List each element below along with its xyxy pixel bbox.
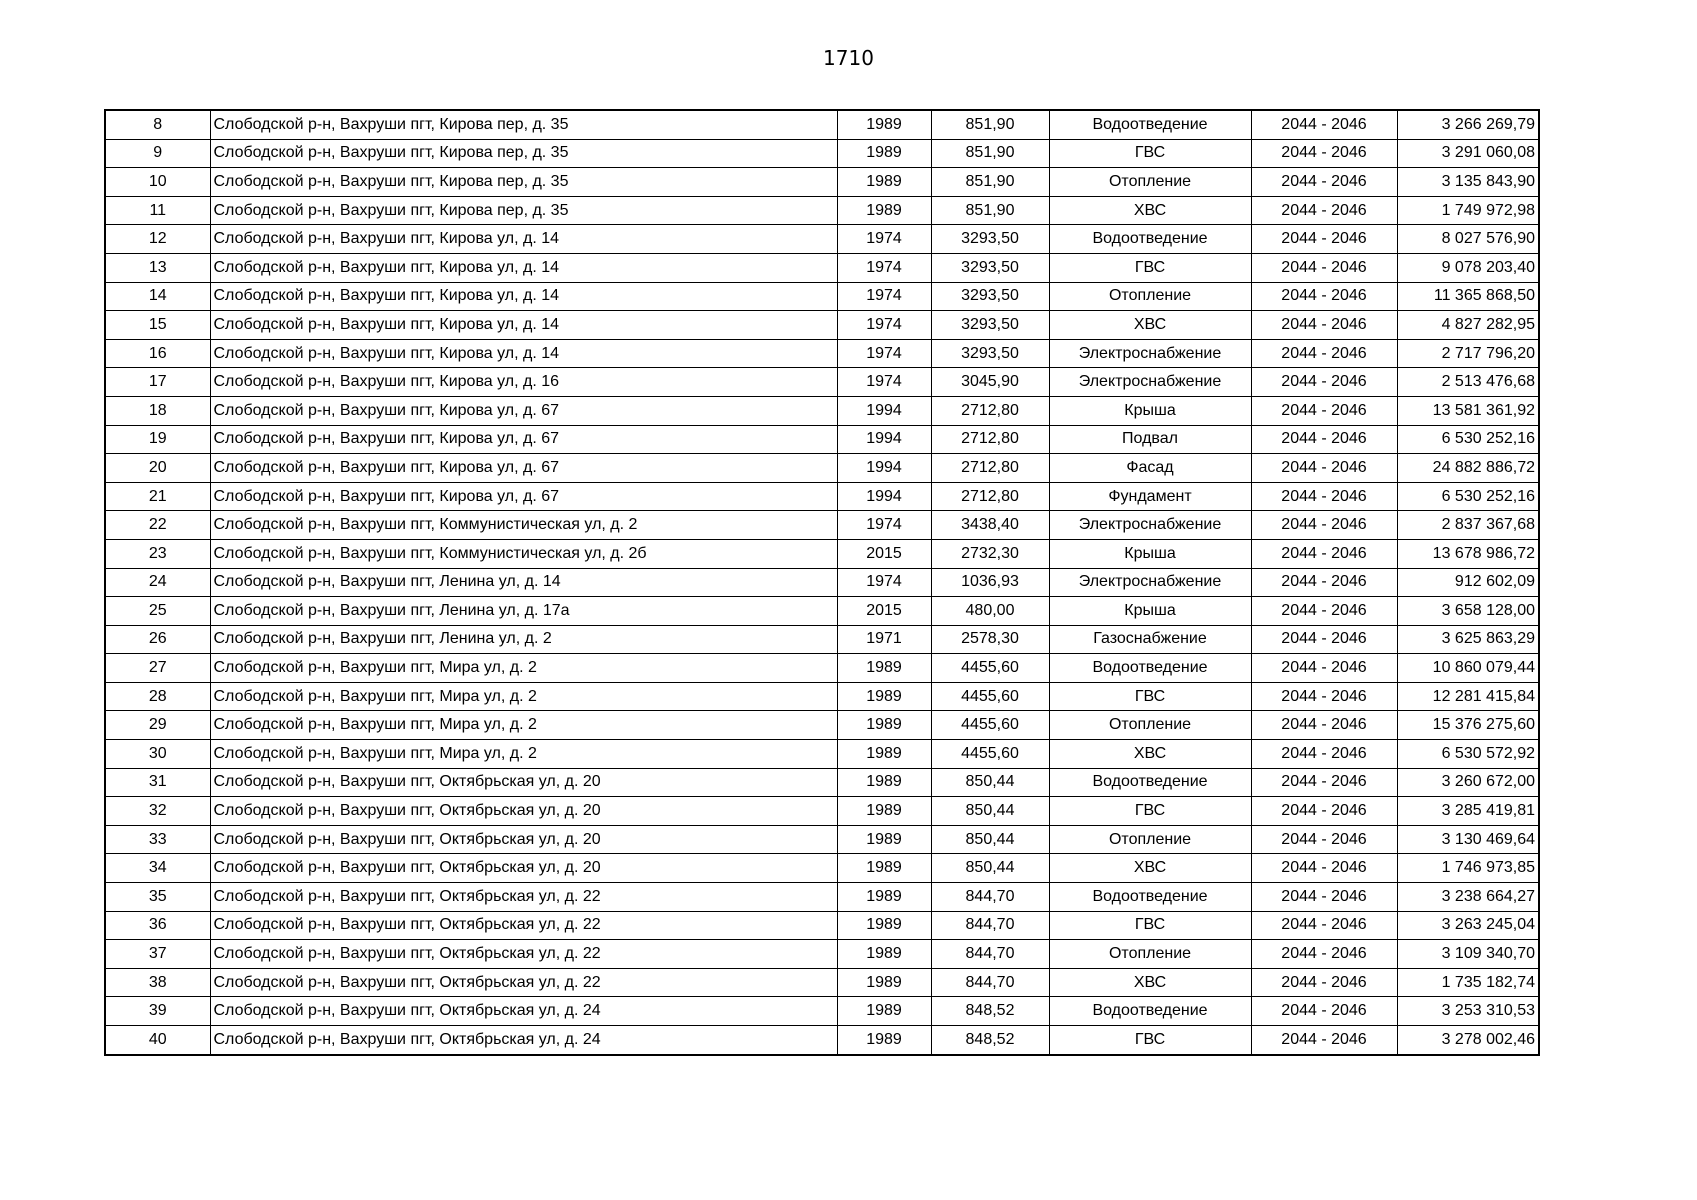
cost-cell: 3 285 419,81	[1397, 797, 1539, 826]
year-cell: 2015	[837, 539, 931, 568]
year-cell: 1994	[837, 454, 931, 483]
row-number-cell: 30	[105, 740, 210, 769]
table-row	[105, 253, 1539, 282]
address-cell: Слободской р-н, Вахруши пгт, Коммунистическая ул, д. 2	[210, 511, 837, 540]
address-cell: Слободской р-н, Вахруши пгт, Кирова ул, д. 14	[210, 339, 837, 368]
cost-cell: 3 260 672,00	[1397, 768, 1539, 797]
work-type-cell: ГВС	[1049, 911, 1251, 940]
area-cell: 850,44	[931, 825, 1049, 854]
area-cell: 2712,80	[931, 396, 1049, 425]
row-number-cell: 40	[105, 1026, 210, 1055]
address-cell: Слободской р-н, Вахруши пгт, Мира ул, д. 2	[210, 682, 837, 711]
area-cell: 844,70	[931, 940, 1049, 969]
work-type-cell: Отопление	[1049, 940, 1251, 969]
period-cell: 2044 - 2046	[1251, 940, 1397, 969]
address-cell: Слободской р-н, Вахруши пгт, Октябрьская ул, д. 20	[210, 768, 837, 797]
work-type-cell: ХВС	[1049, 740, 1251, 769]
address-cell: Слободской р-н, Вахруши пгт, Кирова ул, д. 67	[210, 454, 837, 483]
cost-cell: 1 749 972,98	[1397, 196, 1539, 225]
year-cell: 1974	[837, 282, 931, 311]
work-type-cell: Отопление	[1049, 711, 1251, 740]
row-number-cell: 8	[105, 110, 210, 139]
cost-cell: 24 882 886,72	[1397, 454, 1539, 483]
year-cell: 1989	[837, 168, 931, 197]
year-cell: 1974	[837, 339, 931, 368]
address-cell: Слободской р-н, Вахруши пгт, Кирова пер, д. 35	[210, 110, 837, 139]
address-cell: Слободской р-н, Вахруши пгт, Кирова ул, д. 14	[210, 253, 837, 282]
work-type-cell: Фасад	[1049, 454, 1251, 483]
cost-cell: 1 735 182,74	[1397, 968, 1539, 997]
work-type-cell: ГВС	[1049, 797, 1251, 826]
year-cell: 1989	[837, 883, 931, 912]
work-type-cell: ГВС	[1049, 682, 1251, 711]
table-row	[105, 968, 1539, 997]
cost-cell: 6 530 252,16	[1397, 425, 1539, 454]
area-cell: 3293,50	[931, 253, 1049, 282]
address-cell: Слободской р-н, Вахруши пгт, Кирова ул, д. 14	[210, 311, 837, 340]
cost-cell: 9 078 203,40	[1397, 253, 1539, 282]
table-row	[105, 454, 1539, 483]
period-cell: 2044 - 2046	[1251, 797, 1397, 826]
period-cell: 2044 - 2046	[1251, 110, 1397, 139]
table-body	[105, 110, 1539, 1055]
row-number-cell: 10	[105, 168, 210, 197]
area-cell: 3293,50	[931, 225, 1049, 254]
table-row	[105, 997, 1539, 1026]
year-cell: 1974	[837, 253, 931, 282]
period-cell: 2044 - 2046	[1251, 168, 1397, 197]
year-cell: 1989	[837, 682, 931, 711]
work-type-cell: Подвал	[1049, 425, 1251, 454]
row-number-cell: 25	[105, 597, 210, 626]
address-cell: Слободской р-н, Вахруши пгт, Ленина ул, д. 2	[210, 625, 837, 654]
cost-cell: 4 827 282,95	[1397, 311, 1539, 340]
table-row	[105, 196, 1539, 225]
table-row	[105, 825, 1539, 854]
row-number-cell: 17	[105, 368, 210, 397]
table-row	[105, 711, 1539, 740]
year-cell: 1989	[837, 654, 931, 683]
area-cell: 850,44	[931, 768, 1049, 797]
work-type-cell: ХВС	[1049, 311, 1251, 340]
year-cell: 1974	[837, 368, 931, 397]
area-cell: 4455,60	[931, 740, 1049, 769]
address-cell: Слободской р-н, Вахруши пгт, Мира ул, д. 2	[210, 740, 837, 769]
cost-cell: 8 027 576,90	[1397, 225, 1539, 254]
repair-schedule-table	[104, 109, 1540, 1056]
year-cell: 1989	[837, 825, 931, 854]
address-cell: Слободской р-н, Вахруши пгт, Октябрьская ул, д. 24	[210, 997, 837, 1026]
year-cell: 1989	[837, 740, 931, 769]
address-cell: Слободской р-н, Вахруши пгт, Кирова пер, д. 35	[210, 139, 837, 168]
address-cell: Слободской р-н, Вахруши пгт, Ленина ул, д. 17а	[210, 597, 837, 626]
period-cell: 2044 - 2046	[1251, 1026, 1397, 1055]
year-cell: 1971	[837, 625, 931, 654]
table-row	[105, 654, 1539, 683]
area-cell: 844,70	[931, 968, 1049, 997]
year-cell: 1989	[837, 940, 931, 969]
table-row	[105, 1026, 1539, 1055]
area-cell: 848,52	[931, 1026, 1049, 1055]
area-cell: 4455,60	[931, 711, 1049, 740]
area-cell: 851,90	[931, 168, 1049, 197]
work-type-cell: Отопление	[1049, 825, 1251, 854]
period-cell: 2044 - 2046	[1251, 883, 1397, 912]
work-type-cell: Электроснабжение	[1049, 339, 1251, 368]
work-type-cell: Водоотведение	[1049, 110, 1251, 139]
table-row	[105, 883, 1539, 912]
year-cell: 1974	[837, 511, 931, 540]
cost-cell: 1 746 973,85	[1397, 854, 1539, 883]
period-cell: 2044 - 2046	[1251, 625, 1397, 654]
row-number-cell: 29	[105, 711, 210, 740]
area-cell: 3293,50	[931, 339, 1049, 368]
table-row	[105, 311, 1539, 340]
period-cell: 2044 - 2046	[1251, 654, 1397, 683]
table-row	[105, 854, 1539, 883]
area-cell: 2712,80	[931, 425, 1049, 454]
address-cell: Слободской р-н, Вахруши пгт, Ленина ул, д. 14	[210, 568, 837, 597]
year-cell: 1989	[837, 854, 931, 883]
cost-cell: 912 602,09	[1397, 568, 1539, 597]
period-cell: 2044 - 2046	[1251, 425, 1397, 454]
year-cell: 1989	[837, 797, 931, 826]
address-cell: Слободской р-н, Вахруши пгт, Октябрьская ул, д. 20	[210, 854, 837, 883]
row-number-cell: 35	[105, 883, 210, 912]
address-cell: Слободской р-н, Вахруши пгт, Мира ул, д. 2	[210, 711, 837, 740]
address-cell: Слободской р-н, Вахруши пгт, Кирова ул, д. 14	[210, 282, 837, 311]
cost-cell: 3 278 002,46	[1397, 1026, 1539, 1055]
period-cell: 2044 - 2046	[1251, 253, 1397, 282]
work-type-cell: Электроснабжение	[1049, 368, 1251, 397]
work-type-cell: ХВС	[1049, 196, 1251, 225]
area-cell: 851,90	[931, 139, 1049, 168]
table-row	[105, 482, 1539, 511]
period-cell: 2044 - 2046	[1251, 511, 1397, 540]
area-cell: 480,00	[931, 597, 1049, 626]
cost-cell: 3 135 843,90	[1397, 168, 1539, 197]
work-type-cell: Водоотведение	[1049, 997, 1251, 1026]
cost-cell: 12 281 415,84	[1397, 682, 1539, 711]
row-number-cell: 39	[105, 997, 210, 1026]
row-number-cell: 23	[105, 539, 210, 568]
cost-cell: 2 717 796,20	[1397, 339, 1539, 368]
table-row	[105, 539, 1539, 568]
table-row	[105, 139, 1539, 168]
row-number-cell: 34	[105, 854, 210, 883]
work-type-cell: ГВС	[1049, 1026, 1251, 1055]
period-cell: 2044 - 2046	[1251, 368, 1397, 397]
row-number-cell: 31	[105, 768, 210, 797]
cost-cell: 3 625 863,29	[1397, 625, 1539, 654]
row-number-cell: 38	[105, 968, 210, 997]
row-number-cell: 36	[105, 911, 210, 940]
row-number-cell: 21	[105, 482, 210, 511]
work-type-cell: Электроснабжение	[1049, 511, 1251, 540]
work-type-cell: Электроснабжение	[1049, 568, 1251, 597]
period-cell: 2044 - 2046	[1251, 682, 1397, 711]
period-cell: 2044 - 2046	[1251, 396, 1397, 425]
table-row	[105, 110, 1539, 139]
area-cell: 850,44	[931, 854, 1049, 883]
address-cell: Слободской р-н, Вахруши пгт, Кирова ул, д. 14	[210, 225, 837, 254]
year-cell: 1989	[837, 768, 931, 797]
row-number-cell: 19	[105, 425, 210, 454]
address-cell: Слободской р-н, Вахруши пгт, Октябрьская ул, д. 20	[210, 797, 837, 826]
cost-cell: 3 238 664,27	[1397, 883, 1539, 912]
table-row	[105, 282, 1539, 311]
cost-cell: 6 530 252,16	[1397, 482, 1539, 511]
period-cell: 2044 - 2046	[1251, 196, 1397, 225]
year-cell: 1989	[837, 110, 931, 139]
period-cell: 2044 - 2046	[1251, 568, 1397, 597]
work-type-cell: Водоотведение	[1049, 768, 1251, 797]
work-type-cell: ХВС	[1049, 854, 1251, 883]
address-cell: Слободской р-н, Вахруши пгт, Кирова ул, д. 67	[210, 396, 837, 425]
address-cell: Слободской р-н, Вахруши пгт, Октябрьская ул, д. 22	[210, 911, 837, 940]
address-cell: Слободской р-н, Вахруши пгт, Октябрьская ул, д. 20	[210, 825, 837, 854]
cost-cell: 15 376 275,60	[1397, 711, 1539, 740]
period-cell: 2044 - 2046	[1251, 282, 1397, 311]
table-row	[105, 740, 1539, 769]
year-cell: 1989	[837, 997, 931, 1026]
address-cell: Слободской р-н, Вахруши пгт, Кирова ул, д. 67	[210, 482, 837, 511]
cost-cell: 2 513 476,68	[1397, 368, 1539, 397]
period-cell: 2044 - 2046	[1251, 539, 1397, 568]
area-cell: 3293,50	[931, 311, 1049, 340]
row-number-cell: 12	[105, 225, 210, 254]
cost-cell: 3 263 245,04	[1397, 911, 1539, 940]
period-cell: 2044 - 2046	[1251, 997, 1397, 1026]
area-cell: 844,70	[931, 883, 1049, 912]
cost-cell: 3 291 060,08	[1397, 139, 1539, 168]
table-row	[105, 797, 1539, 826]
table-row	[105, 625, 1539, 654]
period-cell: 2044 - 2046	[1251, 911, 1397, 940]
table-row	[105, 396, 1539, 425]
area-cell: 848,52	[931, 997, 1049, 1026]
work-type-cell: Газоснабжение	[1049, 625, 1251, 654]
table-row	[105, 940, 1539, 969]
cost-cell: 3 658 128,00	[1397, 597, 1539, 626]
row-number-cell: 37	[105, 940, 210, 969]
row-number-cell: 16	[105, 339, 210, 368]
cost-cell: 13 678 986,72	[1397, 539, 1539, 568]
year-cell: 1989	[837, 196, 931, 225]
work-type-cell: Крыша	[1049, 597, 1251, 626]
address-cell: Слободской р-н, Вахруши пгт, Коммунистическая ул, д. 2б	[210, 539, 837, 568]
row-number-cell: 20	[105, 454, 210, 483]
address-cell: Слободской р-н, Вахруши пгт, Кирова ул, д. 16	[210, 368, 837, 397]
work-type-cell: Водоотведение	[1049, 225, 1251, 254]
area-cell: 2712,80	[931, 482, 1049, 511]
row-number-cell: 15	[105, 311, 210, 340]
row-number-cell: 26	[105, 625, 210, 654]
table-row	[105, 511, 1539, 540]
work-type-cell: ХВС	[1049, 968, 1251, 997]
year-cell: 1994	[837, 482, 931, 511]
period-cell: 2044 - 2046	[1251, 768, 1397, 797]
work-type-cell: Фундамент	[1049, 482, 1251, 511]
work-type-cell: ГВС	[1049, 253, 1251, 282]
year-cell: 1989	[837, 711, 931, 740]
cost-cell: 10 860 079,44	[1397, 654, 1539, 683]
period-cell: 2044 - 2046	[1251, 225, 1397, 254]
cost-cell: 6 530 572,92	[1397, 740, 1539, 769]
work-type-cell: Водоотведение	[1049, 883, 1251, 912]
area-cell: 1036,93	[931, 568, 1049, 597]
area-cell: 2732,30	[931, 539, 1049, 568]
year-cell: 1989	[837, 911, 931, 940]
row-number-cell: 33	[105, 825, 210, 854]
area-cell: 844,70	[931, 911, 1049, 940]
address-cell: Слободской р-н, Вахруши пгт, Кирова ул, д. 67	[210, 425, 837, 454]
area-cell: 4455,60	[931, 654, 1049, 683]
table-row	[105, 339, 1539, 368]
area-cell: 4455,60	[931, 682, 1049, 711]
work-type-cell: Отопление	[1049, 282, 1251, 311]
table-row	[105, 368, 1539, 397]
work-type-cell: Водоотведение	[1049, 654, 1251, 683]
area-cell: 2578,30	[931, 625, 1049, 654]
period-cell: 2044 - 2046	[1251, 339, 1397, 368]
area-cell: 2712,80	[931, 454, 1049, 483]
period-cell: 2044 - 2046	[1251, 454, 1397, 483]
year-cell: 1974	[837, 225, 931, 254]
table-row	[105, 911, 1539, 940]
year-cell: 2015	[837, 597, 931, 626]
period-cell: 2044 - 2046	[1251, 597, 1397, 626]
table-row	[105, 768, 1539, 797]
address-cell: Слободской р-н, Вахруши пгт, Мира ул, д. 2	[210, 654, 837, 683]
table-row	[105, 168, 1539, 197]
cost-cell: 3 266 269,79	[1397, 110, 1539, 139]
area-cell: 3045,90	[931, 368, 1049, 397]
period-cell: 2044 - 2046	[1251, 311, 1397, 340]
row-number-cell: 14	[105, 282, 210, 311]
year-cell: 1974	[837, 311, 931, 340]
cost-cell: 3 109 340,70	[1397, 940, 1539, 969]
row-number-cell: 32	[105, 797, 210, 826]
cost-cell: 11 365 868,50	[1397, 282, 1539, 311]
period-cell: 2044 - 2046	[1251, 482, 1397, 511]
period-cell: 2044 - 2046	[1251, 740, 1397, 769]
year-cell: 1989	[837, 139, 931, 168]
period-cell: 2044 - 2046	[1251, 139, 1397, 168]
address-cell: Слободской р-н, Вахруши пгт, Октябрьская ул, д. 22	[210, 883, 837, 912]
row-number-cell: 27	[105, 654, 210, 683]
cost-cell: 2 837 367,68	[1397, 511, 1539, 540]
period-cell: 2044 - 2046	[1251, 854, 1397, 883]
year-cell: 1989	[837, 1026, 931, 1055]
table-row	[105, 225, 1539, 254]
period-cell: 2044 - 2046	[1251, 711, 1397, 740]
table-row	[105, 597, 1539, 626]
address-cell: Слободской р-н, Вахруши пгт, Кирова пер, д. 35	[210, 168, 837, 197]
work-type-cell: Отопление	[1049, 168, 1251, 197]
address-cell: Слободской р-н, Вахруши пгт, Октябрьская ул, д. 22	[210, 968, 837, 997]
row-number-cell: 24	[105, 568, 210, 597]
cost-cell: 3 130 469,64	[1397, 825, 1539, 854]
row-number-cell: 9	[105, 139, 210, 168]
period-cell: 2044 - 2046	[1251, 968, 1397, 997]
area-cell: 3293,50	[931, 282, 1049, 311]
address-cell: Слободской р-н, Вахруши пгт, Октябрьская ул, д. 22	[210, 940, 837, 969]
work-type-cell: Крыша	[1049, 539, 1251, 568]
row-number-cell: 18	[105, 396, 210, 425]
table-row	[105, 425, 1539, 454]
row-number-cell: 11	[105, 196, 210, 225]
year-cell: 1994	[837, 425, 931, 454]
area-cell: 3438,40	[931, 511, 1049, 540]
cost-cell: 13 581 361,92	[1397, 396, 1539, 425]
work-type-cell: ГВС	[1049, 139, 1251, 168]
table-row	[105, 682, 1539, 711]
period-cell: 2044 - 2046	[1251, 825, 1397, 854]
area-cell: 850,44	[931, 797, 1049, 826]
year-cell: 1974	[837, 568, 931, 597]
page-number: 1710	[823, 46, 874, 70]
row-number-cell: 22	[105, 511, 210, 540]
area-cell: 851,90	[931, 196, 1049, 225]
area-cell: 851,90	[931, 110, 1049, 139]
work-type-cell: Крыша	[1049, 396, 1251, 425]
row-number-cell: 13	[105, 253, 210, 282]
row-number-cell: 28	[105, 682, 210, 711]
cost-cell: 3 253 310,53	[1397, 997, 1539, 1026]
year-cell: 1994	[837, 396, 931, 425]
year-cell: 1989	[837, 968, 931, 997]
address-cell: Слободской р-н, Вахруши пгт, Кирова пер, д. 35	[210, 196, 837, 225]
table-row	[105, 568, 1539, 597]
address-cell: Слободской р-н, Вахруши пгт, Октябрьская ул, д. 24	[210, 1026, 837, 1055]
